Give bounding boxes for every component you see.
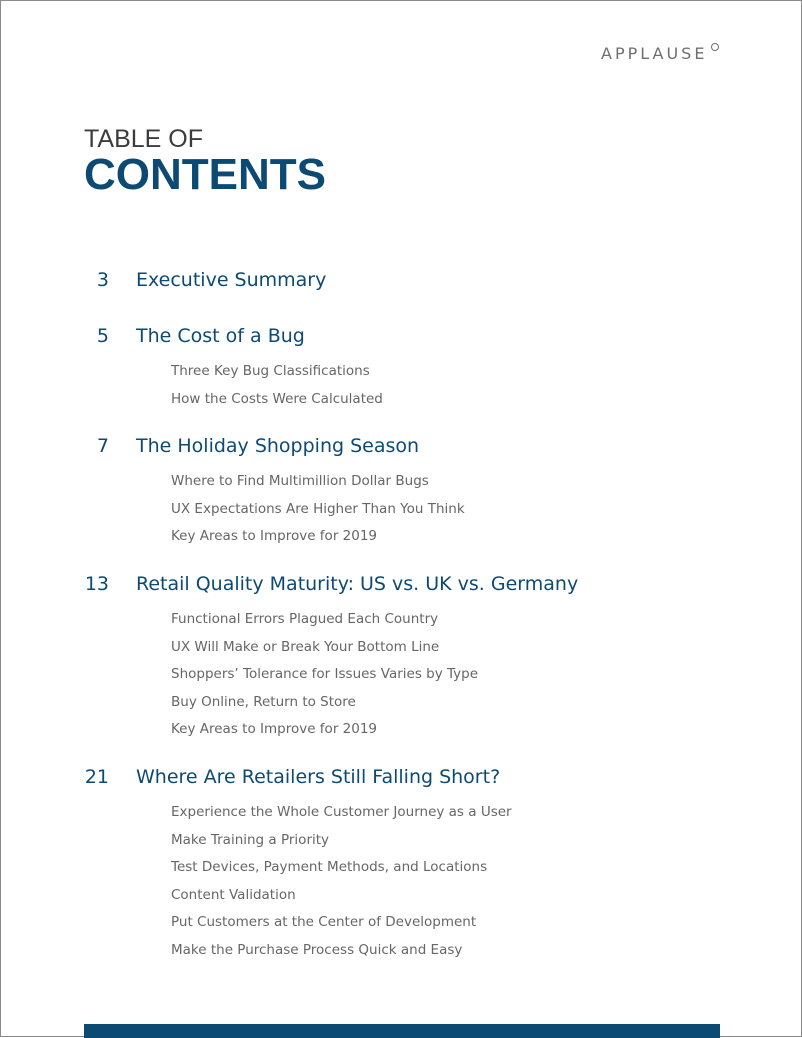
- toc-subitem[interactable]: UX Expectations Are Higher Than You Think: [171, 501, 465, 517]
- toc-subitem[interactable]: Make Training a Priority: [171, 832, 330, 848]
- toc-page-number: 3: [96, 269, 109, 291]
- toc-section-title[interactable]: Where Are Retailers Still Falling Short?: [136, 766, 501, 788]
- toc-subitem[interactable]: Make the Purchase Process Quick and Easy: [171, 942, 463, 958]
- toc-subitem[interactable]: Where to Find Multimillion Dollar Bugs: [171, 473, 429, 489]
- toc-subitem[interactable]: Functional Errors Plagued Each Country: [171, 611, 439, 627]
- toc-heading-line2: CONTENTS: [84, 150, 326, 199]
- toc-subitem[interactable]: Test Devices, Payment Methods, and Locations: [171, 859, 488, 875]
- toc-subitem[interactable]: Key Areas to Improve for 2019: [171, 528, 378, 544]
- toc-page-number: 13: [84, 573, 109, 595]
- toc-subitem[interactable]: How the Costs Were Calculated: [171, 391, 383, 407]
- toc-page-number: 5: [96, 325, 109, 347]
- toc-subitem[interactable]: Buy Online, Return to Store: [171, 694, 356, 710]
- toc-subitem[interactable]: Shoppers’ Tolerance for Issues Varies by Type: [171, 666, 478, 682]
- toc-section-title[interactable]: Executive Summary: [136, 269, 327, 291]
- toc-subitem[interactable]: Content Validation: [171, 887, 296, 903]
- toc-page-number: 7: [96, 435, 109, 457]
- toc-subitem[interactable]: Three Key Bug Classifications: [171, 363, 370, 379]
- toc-section-title[interactable]: The Cost of a Bug: [136, 325, 305, 347]
- toc-subitem[interactable]: Key Areas to Improve for 2019: [171, 721, 378, 737]
- toc-subitem[interactable]: Put Customers at the Center of Development: [171, 914, 477, 930]
- logo-circle-icon: [711, 43, 719, 51]
- applause-logo: APPLAUSE: [601, 44, 708, 63]
- toc-page-number: 21: [84, 766, 109, 788]
- toc-subitem[interactable]: Experience the Whole Customer Journey as a User: [171, 804, 512, 820]
- toc-section-title[interactable]: Retail Quality Maturity: US vs. UK vs. Germany: [136, 573, 579, 595]
- toc-heading-line1: TABLE OF: [84, 125, 204, 153]
- footer-bar: [84, 1024, 720, 1038]
- toc-subitem[interactable]: UX Will Make or Break Your Bottom Line: [171, 639, 440, 655]
- toc-section-title[interactable]: The Holiday Shopping Season: [136, 435, 420, 457]
